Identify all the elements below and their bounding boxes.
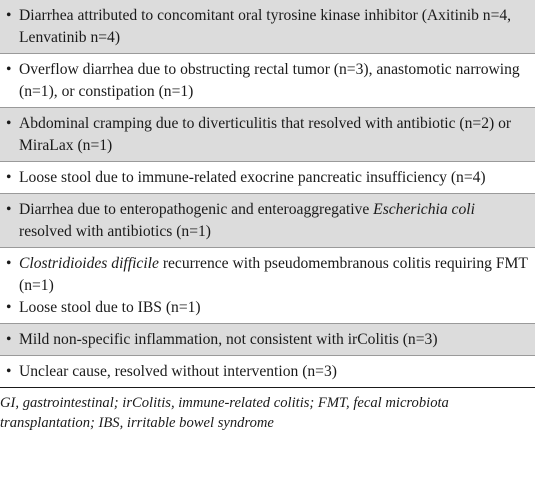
table-row (0, 107, 535, 161)
bullet-icon: • (6, 115, 12, 132)
row-text (19, 253, 529, 297)
bullet-icon: • (6, 61, 12, 78)
row-text: Overflow diarrhea due to obstructing rectal tumor (n=3), anastomotic narrowing (n=1), or constipation (n=1) (19, 61, 520, 100)
table-row (0, 193, 535, 247)
row-text-post: resolved with antibiotics (n=1) (19, 223, 211, 240)
bullet-icon: • (6, 363, 12, 380)
row-text: Loose stool due to immune-related exocrine pancreatic insufficiency (n=4) (19, 169, 486, 186)
row-text (19, 199, 529, 243)
row-text: Diarrhea attributed to concomitant oral tyrosine kinase inhibitor (Axitinib n=4, Lenvatinib n=4) (19, 7, 512, 46)
table-row (0, 355, 535, 388)
row-text-pre: Diarrhea due to enteropathogenic and enteroaggregative (19, 201, 374, 218)
table-row (0, 53, 535, 107)
row-text-post: recurrence with pseudomembranous colitis requiring FMT (n=1) (19, 255, 528, 294)
row-text: Mild non-specific inflammation, not consistent with irColitis (n=3) (19, 331, 438, 348)
row-text: Abdominal cramping due to diverticulitis that resolved with antibiotic (n=2) or MiraLax (n=1) (19, 115, 512, 154)
bullet-icon: • (6, 331, 12, 348)
list-item (6, 113, 529, 157)
list-item (6, 199, 529, 243)
list-item (6, 361, 529, 383)
bullet-icon: • (6, 201, 12, 218)
list-item (6, 297, 529, 319)
bullet-icon: • (6, 7, 12, 24)
row-text: Loose stool due to IBS (n=1) (19, 299, 201, 316)
table-row (0, 323, 535, 355)
table-row (0, 0, 535, 53)
table-row (0, 161, 535, 193)
bullet-icon: • (6, 255, 12, 272)
organism-name: Escherichia coli (373, 201, 475, 218)
list-item (6, 167, 529, 189)
list-item (6, 329, 529, 351)
list-item (6, 59, 529, 103)
table-footnote: GI, gastrointestinal; irColitis, immune-related colitis; FMT, fecal microbiota transplantation; IBS, irritable bowel syndrome (0, 395, 449, 431)
row-text: Unclear cause, resolved without intervention (n=3) (19, 363, 337, 380)
bullet-icon: • (6, 299, 12, 316)
table-row (0, 247, 535, 323)
list-item (6, 5, 529, 49)
list-item (6, 253, 529, 297)
organism-name: Clostridioides difficile (19, 255, 159, 272)
bullet-icon: • (6, 169, 12, 186)
